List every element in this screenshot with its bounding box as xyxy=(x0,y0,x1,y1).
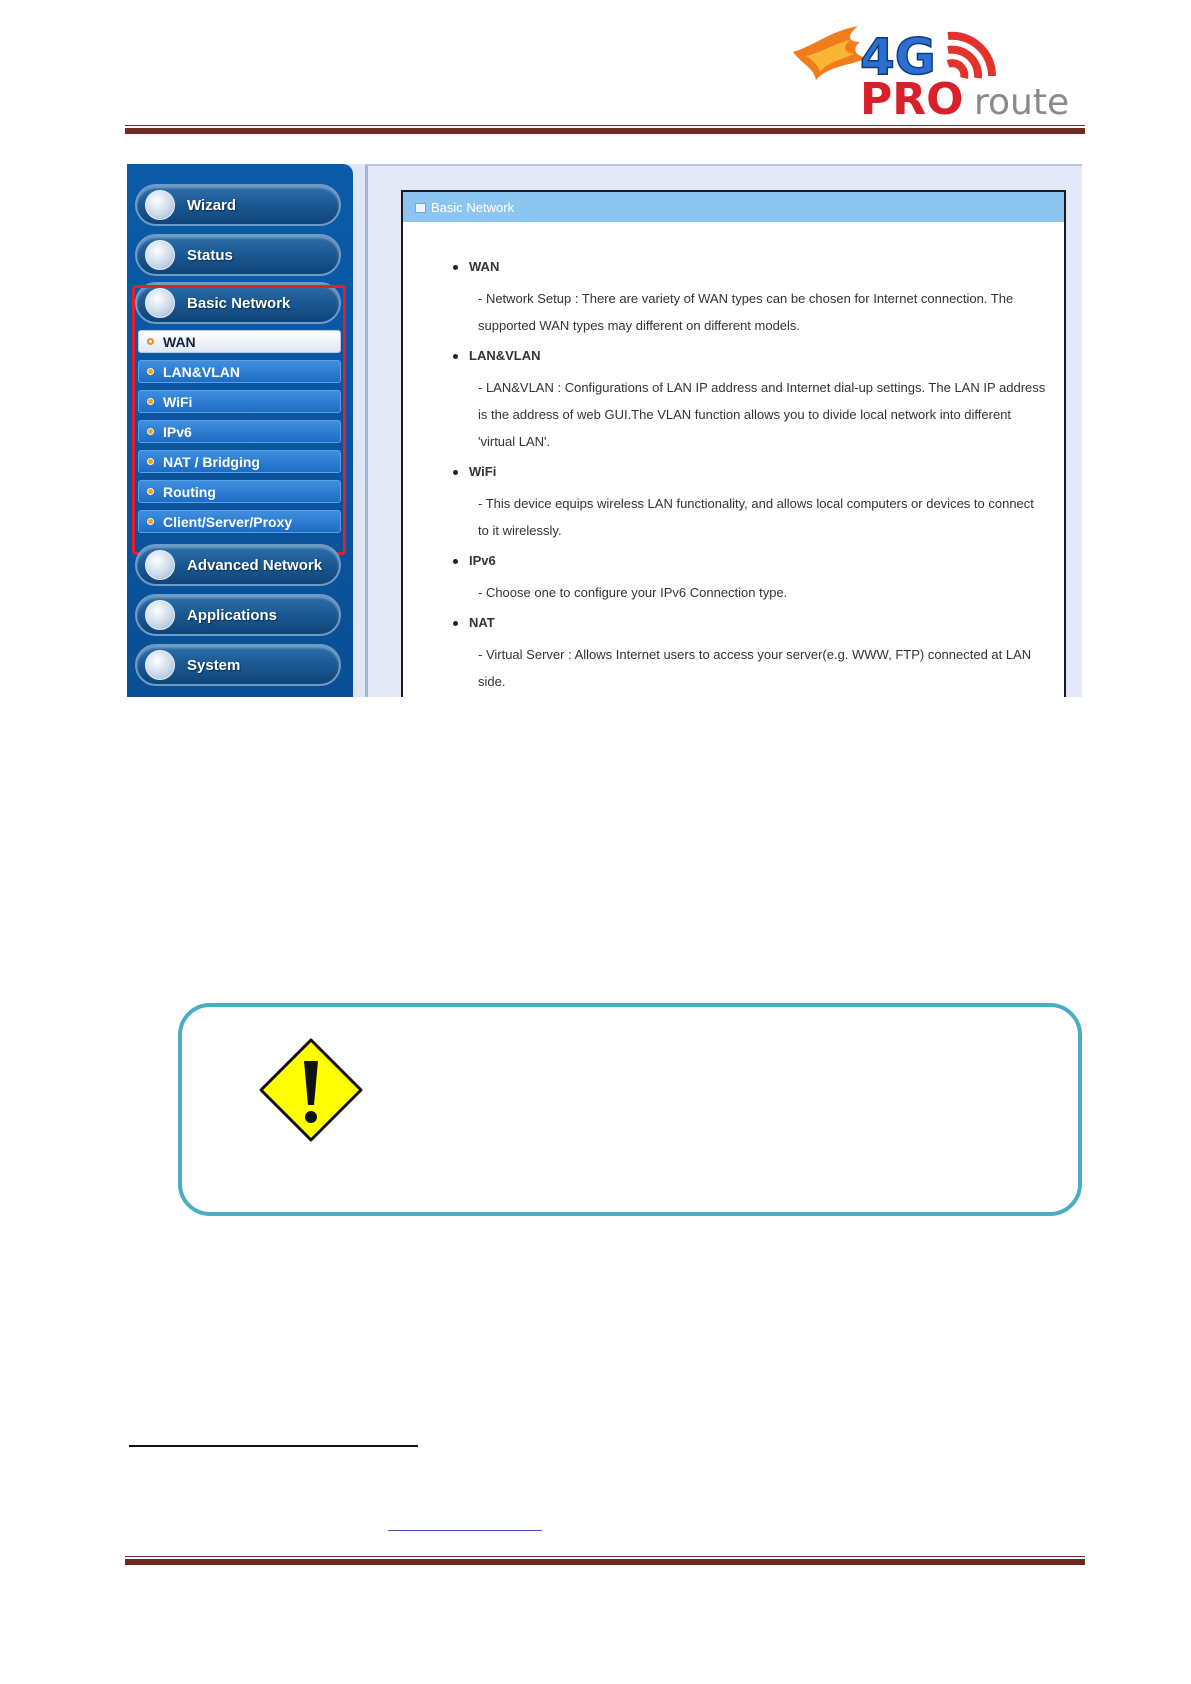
basic-network-panel xyxy=(401,190,1066,697)
footnote-link-underline[interactable] xyxy=(388,1530,542,1531)
bullet-icon xyxy=(453,470,458,475)
tools-icon xyxy=(145,550,175,580)
system-icon xyxy=(145,650,175,680)
logo-route: route xyxy=(974,82,1070,118)
bullet-icon xyxy=(453,265,458,270)
header-rule-thin xyxy=(125,125,1085,126)
submenu-label: WiFi xyxy=(163,394,193,410)
bullet-icon xyxy=(453,354,458,359)
section-title: IPv6 xyxy=(469,553,496,568)
section-desc: - Choose one to configure your IPv6 Connection type. xyxy=(478,585,788,600)
submenu-label: IPv6 xyxy=(163,424,192,440)
section-title: NAT xyxy=(469,615,495,630)
footnote-separator xyxy=(129,1445,418,1447)
4g-proroute-logo xyxy=(788,22,1078,118)
apps-icon xyxy=(145,600,175,630)
menu-label: Basic Network xyxy=(187,295,291,312)
menu-label: Status xyxy=(187,247,233,264)
submenu-label: Client/Server/Proxy xyxy=(163,514,293,530)
section-desc: - Virtual Server : Allows Internet users to access your server(e.g. WWW, FTP) connected at LAN side. xyxy=(478,647,1032,689)
submenu-label: Routing xyxy=(163,484,216,500)
section-title: WAN xyxy=(469,259,500,274)
content-area xyxy=(365,164,1082,697)
panel-header xyxy=(403,192,1064,222)
menu-label: Applications xyxy=(187,607,278,624)
menu-status[interactable] xyxy=(135,234,341,276)
bullet-icon xyxy=(453,559,458,564)
basic-network-highlight xyxy=(132,285,346,555)
footer-rule-thin xyxy=(125,1556,1085,1557)
menu-applications[interactable] xyxy=(135,594,341,636)
menu-system[interactable] xyxy=(135,644,341,686)
menu-label: System xyxy=(187,657,241,674)
chart-icon xyxy=(145,240,175,270)
panel-title: Basic Network xyxy=(431,200,515,215)
warning-icon xyxy=(258,1037,364,1143)
submenu-label: WAN xyxy=(163,334,196,350)
bullet-icon xyxy=(453,621,458,626)
logo-4g: 4G xyxy=(860,28,936,86)
submenu-label: NAT / Bridging xyxy=(163,454,260,470)
submenu-label: LAN&VLAN xyxy=(163,364,240,380)
sidebar xyxy=(127,164,353,697)
warning-callout xyxy=(178,1003,1082,1216)
wand-icon xyxy=(145,190,175,220)
menu-wizard[interactable] xyxy=(135,184,341,226)
menu-label: Advanced Network xyxy=(187,557,323,574)
section-title: LAN&VLAN xyxy=(469,348,541,363)
menu-advanced-network[interactable] xyxy=(135,544,341,586)
menu-label: Wizard xyxy=(187,197,237,214)
header-rule xyxy=(125,128,1085,134)
section-desc: - LAN&VLAN : Configurations of LAN IP address and Internet dial-up settings. The LAN IP address is the address of web GUI.The VLAN function allows you to divide local network into different 'virtual LAN'. xyxy=(478,380,1046,449)
panel-icon xyxy=(415,203,426,213)
section-title: WiFi xyxy=(469,464,497,479)
logo-pro: PRO xyxy=(860,74,964,118)
section-desc: - Network Setup : There are variety of WAN types can be chosen for Internet connection. The supported WAN types may different on different models. xyxy=(478,291,1014,333)
router-ui-screenshot xyxy=(127,164,1082,697)
section-desc: - This device equips wireless LAN functionality, and allows local computers or devices to connect to it wirelessly. xyxy=(478,496,1034,538)
footer-rule xyxy=(125,1559,1085,1565)
